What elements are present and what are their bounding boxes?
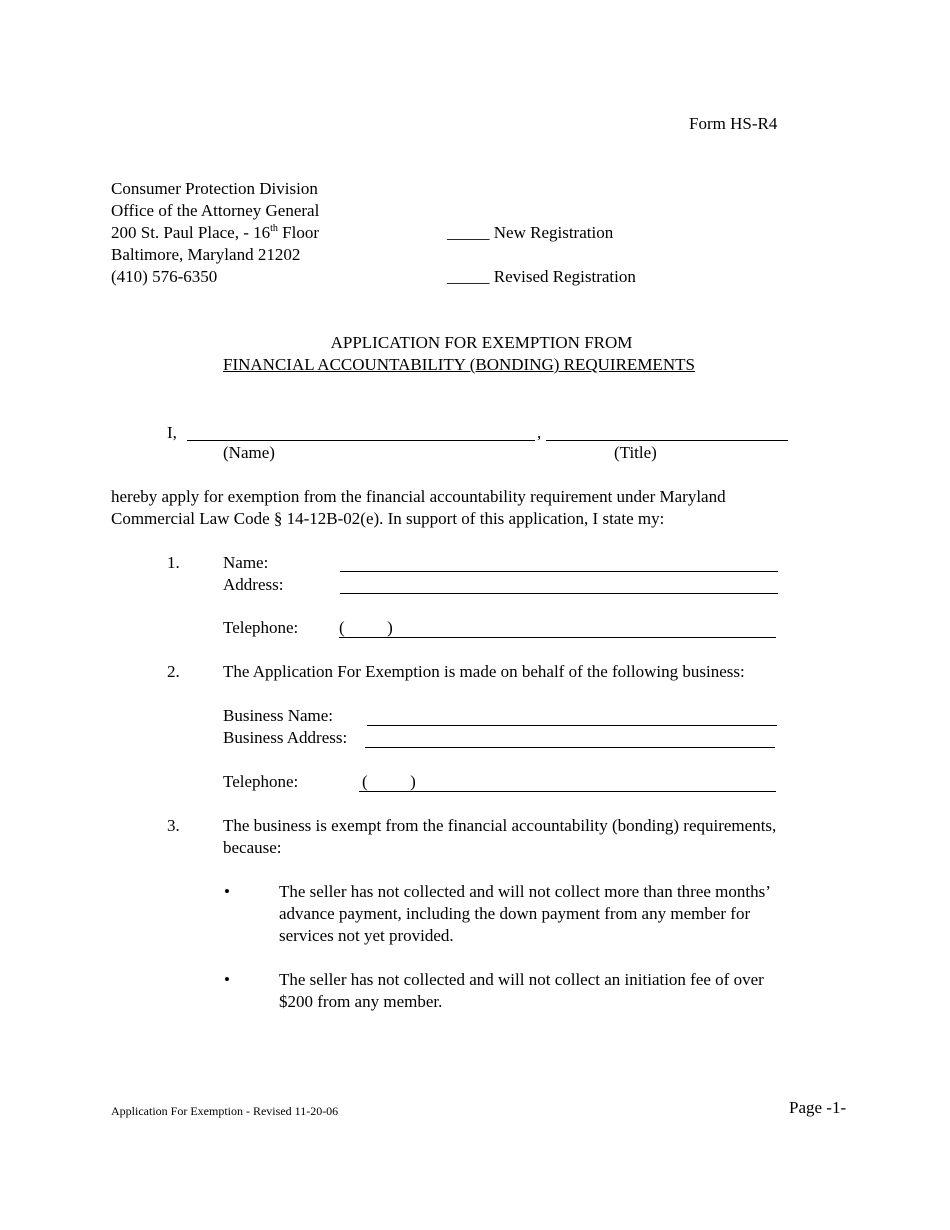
item-1-phone-field[interactable] (339, 637, 776, 638)
page-number: Page -1- (789, 1098, 847, 1117)
intro-line-2: Commercial Law Code § 14-12B-02(e). In support of this application, I state my: (111, 509, 665, 528)
new-registration-option[interactable]: _____ New Registration (447, 223, 614, 242)
bullet-1-line-2: advance payment, including the down payment from any member for (279, 904, 751, 923)
item-2-phone-field[interactable] (359, 791, 776, 792)
form-title-line-1: APPLICATION FOR EXEMPTION FROM (330, 333, 633, 352)
item-2-business-name-field[interactable] (367, 725, 777, 726)
item-2-phone-parens: ( ) (362, 772, 416, 791)
form-title-line-2: FINANCIAL ACCOUNTABILITY (BONDING) REQUIREMENTS (223, 355, 695, 374)
bullet-1: • (224, 882, 230, 901)
item-3-text-line-1: The business is exempt from the financial accountability (bonding) requirements, (223, 816, 777, 835)
item-2-phone-label: Telephone: (223, 772, 299, 791)
item-1-number: 1. (167, 553, 180, 572)
item-2-number: 2. (167, 662, 180, 681)
declarant-title-field[interactable] (546, 440, 788, 441)
form-id: Form HS-R4 (689, 114, 778, 133)
address-line-2: Office of the Attorney General (111, 201, 320, 220)
bullet-2-line-2: $200 from any member. (279, 992, 443, 1011)
item-1-phone-label: Telephone: (223, 618, 299, 637)
declarant-comma: , (537, 423, 542, 442)
item-3-number: 3. (167, 816, 180, 835)
item-2-business-address-label: Business Address: (223, 728, 348, 747)
item-2-text: The Application For Exemption is made on behalf of the following business: (223, 662, 745, 681)
bullet-1-line-1: The seller has not collected and will not collect more than three months’ (279, 882, 771, 901)
item-2-business-name-label: Business Name: (223, 706, 334, 725)
item-2-business-address-field[interactable] (365, 747, 775, 748)
bullet-1-line-3: services not yet provided. (279, 926, 454, 945)
intro-line-1: hereby apply for exemption from the financial accountability requirement under Maryland (111, 487, 726, 506)
address-line-3: 200 St. Paul Place, - 16th Floor (111, 223, 320, 242)
address-line-4: Baltimore, Maryland 21202 (111, 245, 301, 264)
name-caption: (Name) (223, 443, 275, 462)
item-3-text-line-2: because: (223, 838, 282, 857)
declarant-prefix: I, (167, 423, 177, 442)
bullet-2: • (224, 970, 230, 989)
item-1-name-field[interactable] (340, 571, 778, 572)
address-line-1: Consumer Protection Division (111, 179, 318, 198)
title-caption: (Title) (614, 443, 657, 462)
bullet-2-line-1: The seller has not collected and will not collect an initiation fee of over (279, 970, 764, 989)
item-1-address-label: Address: (223, 575, 284, 594)
declarant-name-field[interactable] (187, 440, 535, 441)
address-phone: (410) 576-6350 (111, 267, 218, 286)
item-1-phone-parens: ( ) (339, 618, 393, 637)
item-1-name-label: Name: (223, 553, 269, 572)
item-1-address-field[interactable] (340, 593, 778, 594)
revised-registration-option[interactable]: _____ Revised Registration (447, 267, 636, 286)
footer-revision: Application For Exemption - Revised 11-20-06 (111, 1104, 339, 1118)
